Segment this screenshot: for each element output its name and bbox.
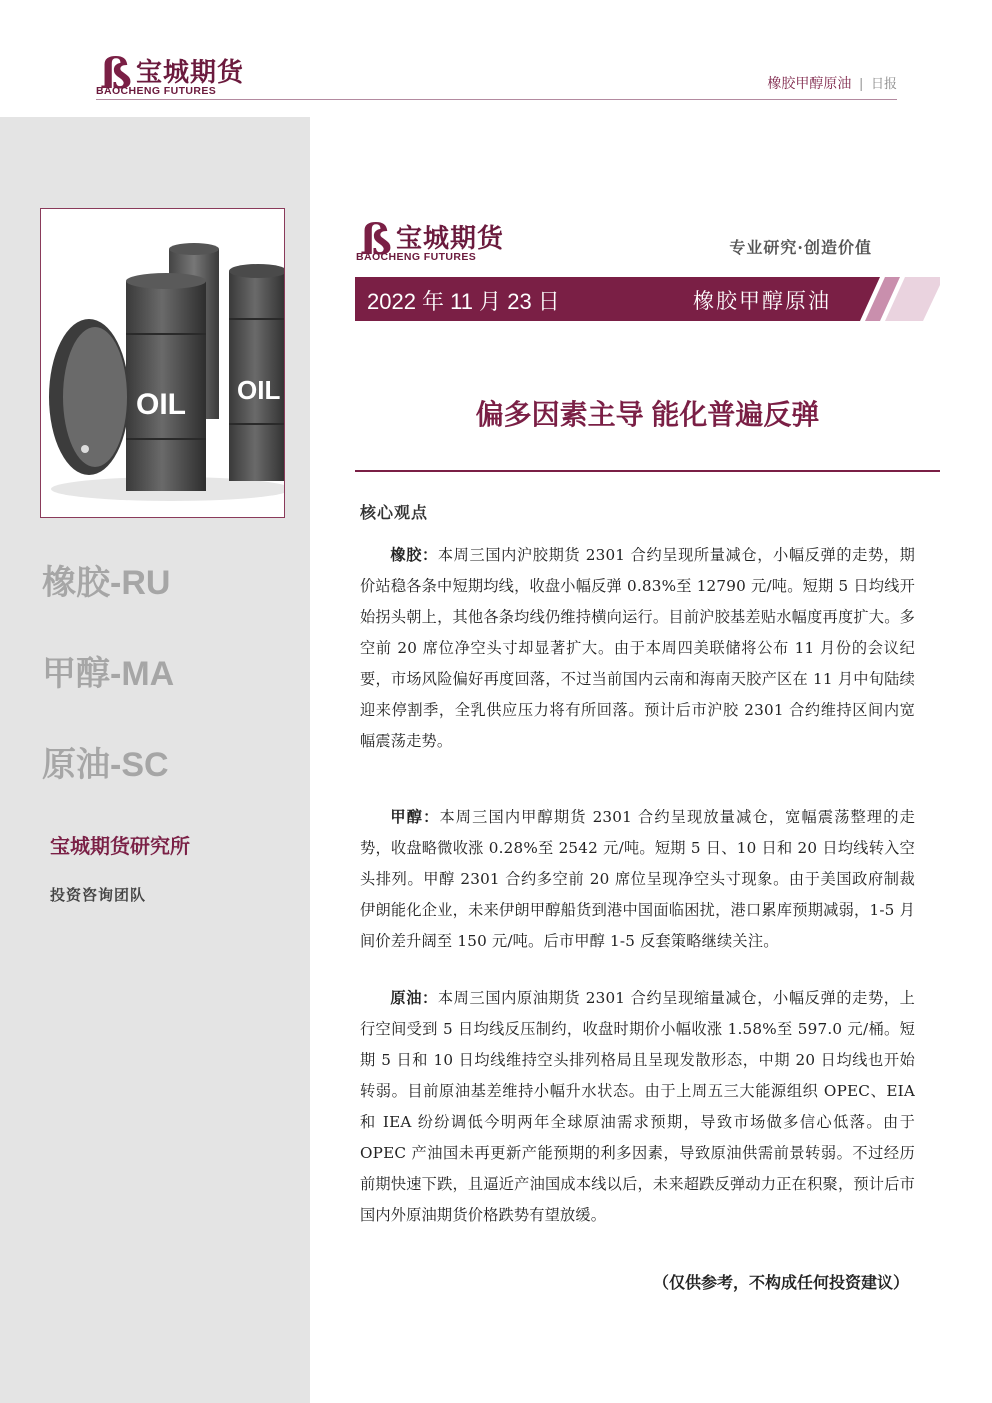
header-logo-en: BAOCHENG FUTURES [96, 85, 217, 97]
header-report-type: 日报 [870, 77, 897, 92]
section-crude [360, 983, 915, 1231]
main-logo [356, 215, 526, 264]
report-date: 2022 年 11 月 23 日 [367, 289, 560, 314]
slogan: 专业研究·创造价值 [729, 238, 872, 257]
header-logo [96, 49, 266, 98]
header-divider [96, 99, 897, 100]
cover-image [40, 208, 285, 518]
date-banner [355, 277, 940, 321]
team-name: 投资咨询团队 [50, 886, 147, 904]
barrel-label-right: OIL [237, 375, 281, 405]
header-meta [767, 73, 897, 93]
sidebar-label-rubber: 橡胶-RU [42, 564, 171, 602]
section-lead: 原油： [390, 989, 438, 1007]
section-methanol [360, 802, 915, 957]
section-lead: 橡胶： [390, 546, 438, 564]
core-views-title: 核心观点 [360, 503, 429, 522]
headline-divider [355, 470, 940, 472]
oil-barrels-illustration [41, 209, 285, 518]
disclaimer: （仅供参考，不构成任何投资建议） [652, 1275, 909, 1292]
main-logo-en: BAOCHENG FUTURES [356, 251, 477, 263]
section-lead: 甲醇： [390, 808, 440, 826]
section-text: 本周三国内沪胶期货 2301 合约呈现所量减仓，小幅反弹的走势，期价站稳各条中短期均线，收盘小幅反弹 0.83%至 12790 元/吨。短期 5 日均线开始拐头朝上，其他各条均线仍维持横向运行。目前沪胶基差贴水幅度再度扩大。多空前 20 席位净空头寸却显著扩大。由于本周四美联储将公布 11 月份的会议纪要，市场风险偏好再度回落，不过当前国内云南和海南天胶产区在 11 月中旬陆续迎来停割季，全乳供应压力将有所回落。预计后市沪胶 2301 合约维持区间内宽幅震荡走势。 [360, 546, 915, 750]
main-logo-b-icon: ß [360, 215, 392, 264]
sidebar-label-methanol: 甲醇-MA [42, 655, 175, 693]
main-logo-cn: 宝城期货 [396, 224, 505, 254]
section-text: 本周三国内甲醇期货 2301 合约呈现放量减仓，宽幅震荡整理的走势，收盘略微收涨 0.28%至 2542 元/吨。短期 5 日、10 日和 20 日均线转入空头排列。甲醇 2301 合约多空前 20 席位呈现净空头寸现象。由于美国政府制裁伊朗能化企业，未来伊朗甲醇船货到港中国面临困扰，港口累库预期减弱，1-5 月间价差升阔至 150 元/吨。后市甲醇 1-5 反套策略继续关注。 [360, 808, 915, 950]
headline: 偏多因素主导 能化普遍反弹 [475, 399, 820, 430]
sidebar-label-crude: 原油-SC [42, 746, 169, 784]
section-rubber [360, 540, 915, 757]
section-text: 本周三国内原油期货 2301 合约呈现缩量减仓，小幅反弹的走势，上行空间受到 5 日均线反压制约，收盘时期价小幅收涨 1.58%至 597.0 元/桶。短期 5 日和 10 日均线维持空头排列格局且呈现发散形态，中期 20 日均线也开始转弱。目前原油基差维持小幅升水状态。由于上周五三大能源组织 OPEC、EIA 和 IEA 纷纷调低今明两年全球原油需求预期，导致市场做多信心低落。由于 OPEC 产油国未再更新产能预期的利多因素，导致原油供需前景转弱。不过经历前期快速下跌，且逼近产油国成本线以后，未来超跌反弹动力正在积聚，预计后市国内外原油期货价格跌势有望放缓。 [360, 989, 915, 1224]
header-separator: | [859, 75, 863, 91]
barrel-label-center: OIL [136, 388, 186, 421]
header-logo-cn: 宝城期货 [136, 58, 245, 88]
header-category: 橡胶甲醇原油 [767, 75, 852, 91]
banner-category: 橡胶甲醇原油 [693, 289, 831, 313]
logo-b-icon: ß [100, 49, 132, 98]
institute-name: 宝城期货研究所 [50, 836, 190, 858]
